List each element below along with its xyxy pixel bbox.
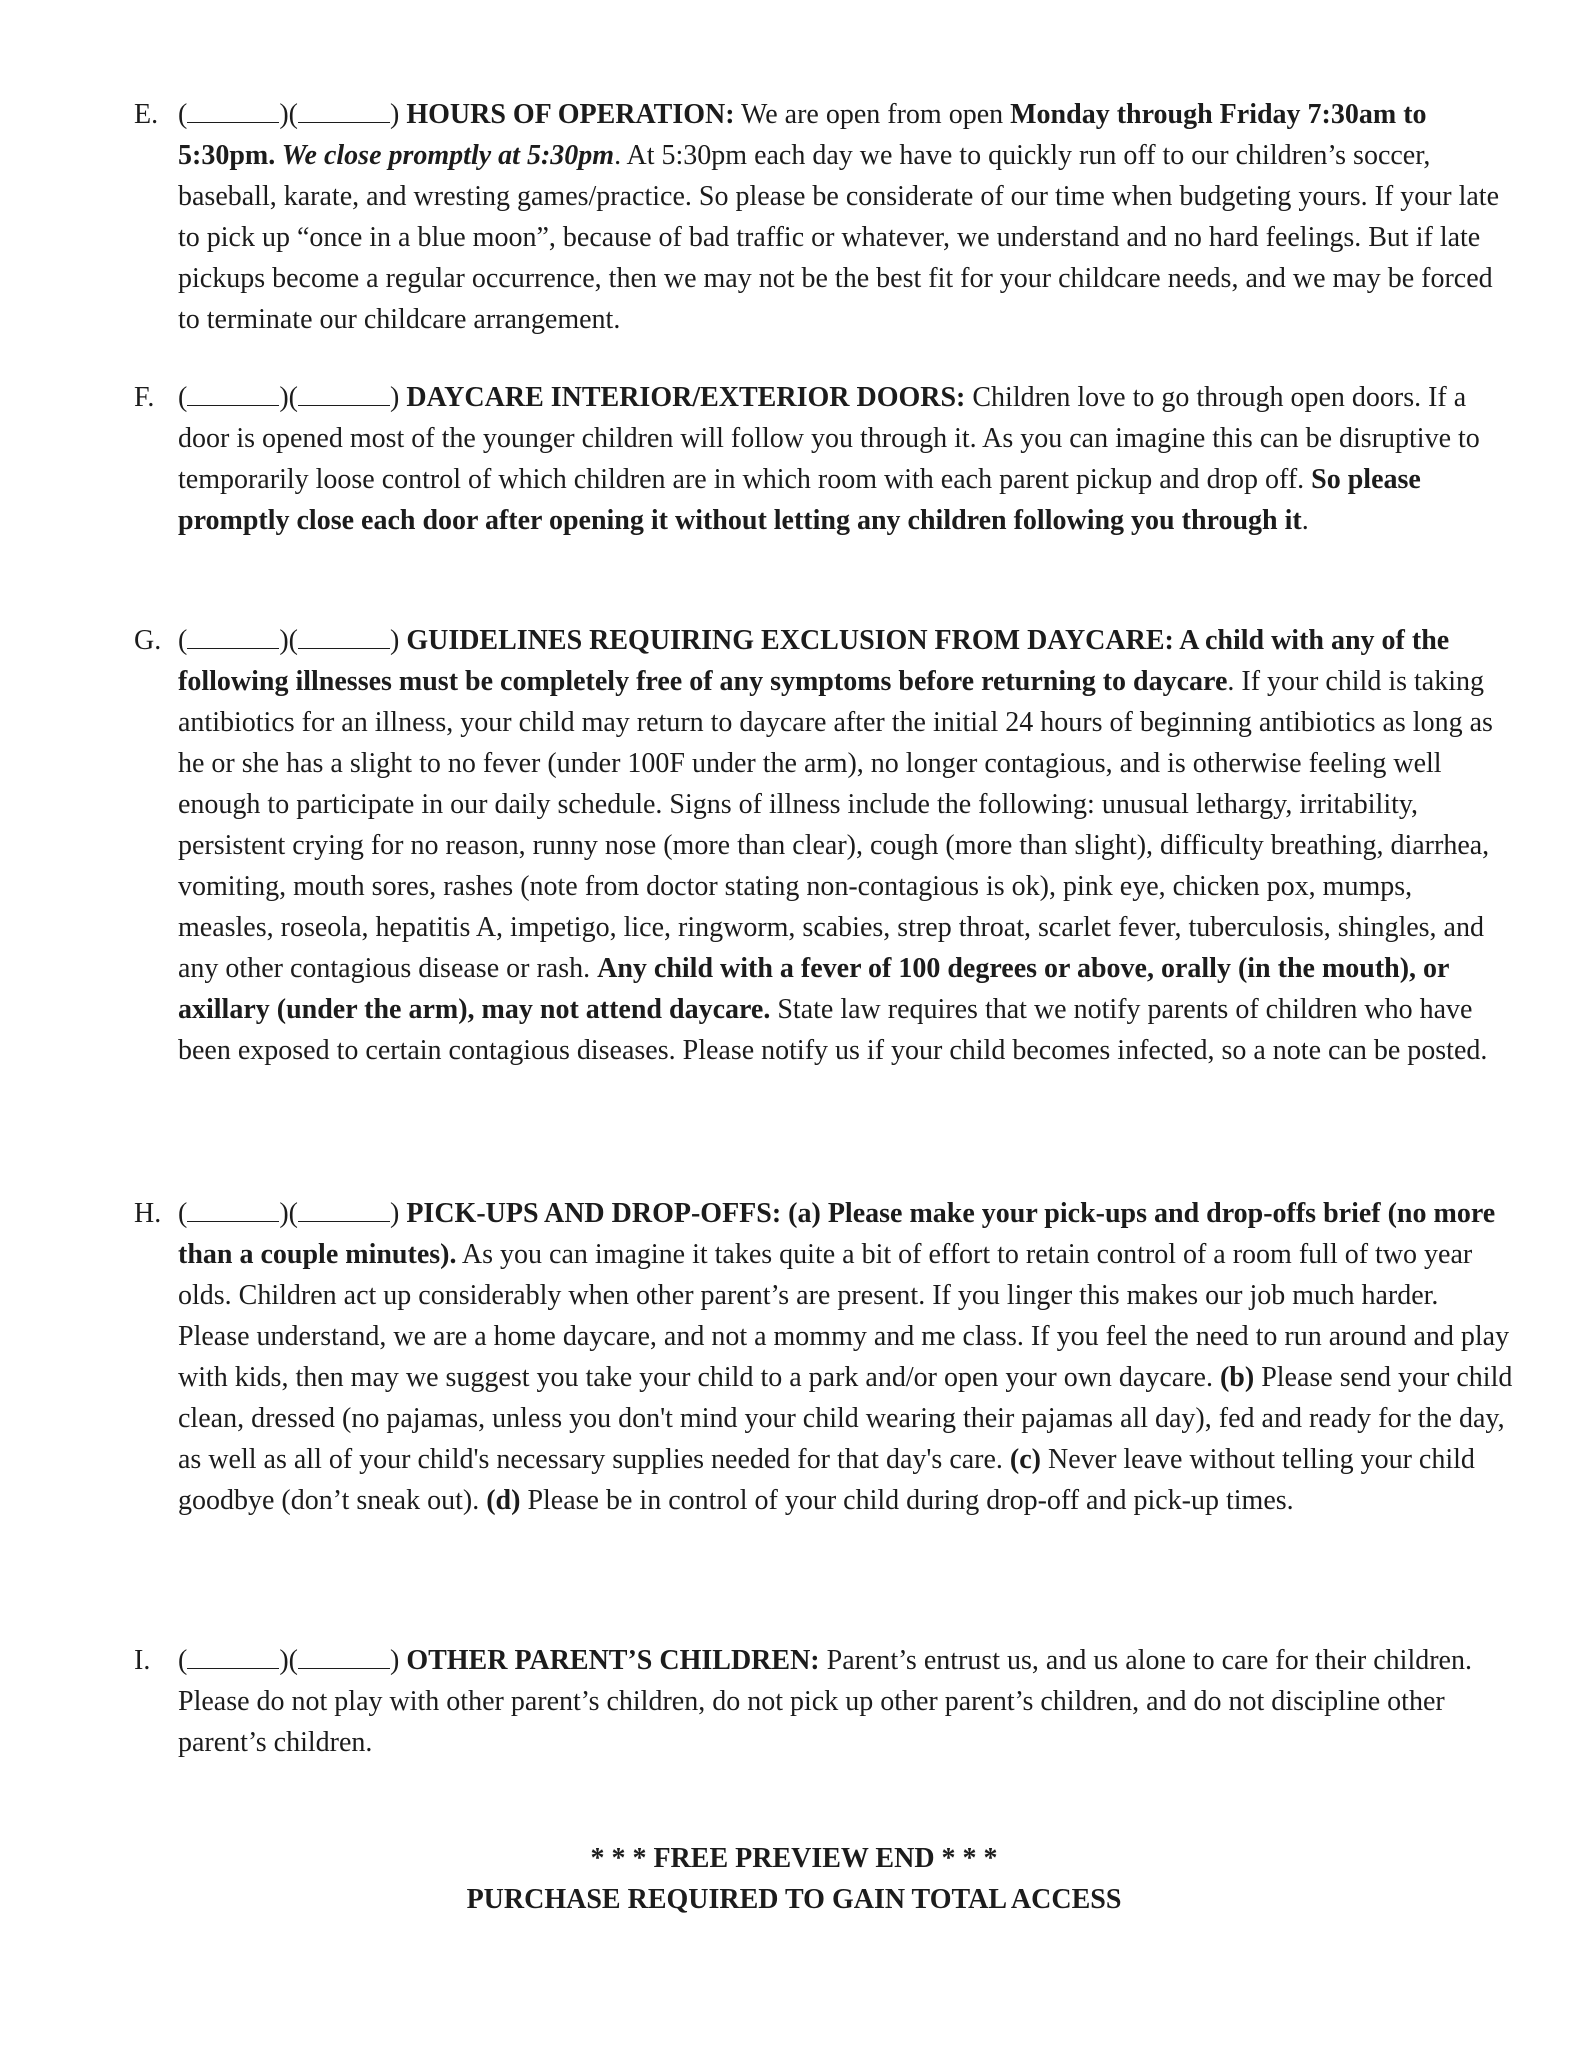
initials-blank-2 [298, 100, 390, 123]
preview-end-notice: * * * FREE PREVIEW END * * * [590, 1843, 998, 1874]
section-f-daycare-doors [134, 377, 1514, 541]
initials-blank-1 [187, 1199, 279, 1222]
initials-blank-1 [187, 100, 279, 123]
section-letter: H. [134, 1198, 162, 1229]
section-text: State law requires that we notify parents of children who have been exposed to certain contagious diseases. Please notify us if your child becomes infected, so a note can be posted. [178, 994, 1488, 1066]
section-e-hours-of-operation [134, 94, 1514, 340]
section-text: Please send your child clean, dressed (no pajamas, unless you don't mind your child wearing their pajamas all day), fed and ready for the day, as well as all of your child's necessary supplies needed for that day's care. [178, 1362, 1513, 1475]
section-text: . At 5:30pm each day we have to quickly run off to our children’s soccer, baseball, karate, and wresting games/practice. So please be considerate of our time when budgeting yours. If your late to pick up “once in a blue moon”, because of bad traffic or whatever, we understand and no hard feelings. But if late pickups become a regular occurrence, then we may not be the best fit for your childcare needs, and we may be forced to terminate our childcare arrangement. [178, 140, 1499, 335]
section-text: We are open from open [734, 99, 1011, 130]
initials-blank-2 [298, 383, 390, 406]
section-bold-text: Any child with a fever of 100 degrees or above, orally (in the mouth), or axillary (under the arm), may not attend daycare. [178, 953, 1449, 1025]
section-title: HOURS OF OPERATION: [406, 99, 735, 130]
section-text: Children love to go through open doors. If a door is opened most of the younger children will follow you through it. As you can imagine this can be disruptive to temporarily loose control of which children are in which room with each parent pickup and drop off. [178, 382, 1480, 495]
section-letter: I. [134, 1645, 151, 1676]
section-bold-italic-text: We close promptly at 5:30pm [275, 140, 615, 171]
section-text: . [1301, 505, 1309, 536]
paren-mid: )( [279, 99, 298, 130]
section-text: Never leave without telling your child goodbye (don’t sneak out). [178, 1444, 1475, 1516]
section-text: Please be in control of your child during drop-off and pick-up times. [520, 1485, 1294, 1516]
section-text: Parent’s entrust us, and us alone to care for their children. Please do not play with other parent’s children, do not pick up other parent’s children, and do not discipline other parent’s children. [178, 1645, 1472, 1758]
section-title: GUIDELINES REQUIRING EXCLUSION FROM DAYCARE: A child with any of the following illnesses must be completely free of any symptoms before returning to daycare [178, 625, 1450, 697]
initials-blank-2 [298, 1199, 390, 1222]
paren-mid: )( [279, 625, 298, 656]
section-bold-text: (b) [1219, 1362, 1255, 1393]
initials-blank-1 [187, 1646, 279, 1669]
section-body [178, 1640, 1514, 1763]
section-title: PICK-UPS AND DROP-OFFS: (a) Please make your pick-ups and drop-offs brief (no more than a couple minutes). [178, 1198, 1496, 1270]
section-body [178, 1193, 1514, 1521]
section-body [178, 377, 1514, 541]
section-title: OTHER PARENT’S CHILDREN: [406, 1645, 820, 1676]
section-h-pickups-dropoffs [134, 1193, 1514, 1521]
paren-close: ) [389, 99, 400, 130]
paren-open: ( [178, 625, 188, 656]
paren-close: ) [389, 1645, 400, 1676]
purchase-required-notice: PURCHASE REQUIRED TO GAIN TOTAL ACCESS [466, 1884, 1122, 1915]
section-text: As you can imagine it takes quite a bit of effort to retain control of a room full of two year olds. Children act up considerably when other parent’s are present. If you linger this makes our job much harder. Please understand, we are a home daycare, and not a mommy and me class. If you feel the need to run around and play with kids, then may we suggest you take your child to a park and/or open your own daycare. [178, 1239, 1510, 1393]
initials-blank-1 [187, 383, 279, 406]
section-bold-text: So please promptly close each door after opening it without letting any children following you through it [178, 464, 1421, 536]
section-text: . If your child is taking antibiotics for an illness, your child may return to daycare after the initial 24 hours of beginning antibiotics as long as he or she has a slight to no fever (under 100F under the arm), no longer contagious, and is otherwise feeling well enough to participate in our daily schedule. Signs of illness include the following: unusual lethargy, irritability, persistent crying for no reason, runny nose (more than clear), cough (more than slight), difficulty breathing, diarrhea, vomiting, mouth sores, rashes (note from doctor stating non-contagious is ok), pink eye, chicken pox, mumps, measles, roseola, hepatitis A, impetigo, lice, ringworm, scabies, strep throat, scarlet fever, tuberculosis, shingles, and any other contagious disease or rash. [178, 666, 1493, 984]
section-letter: G. [134, 625, 162, 656]
section-body [178, 620, 1514, 1071]
paren-open: ( [178, 382, 188, 413]
paren-open: ( [178, 1645, 188, 1676]
paren-close: ) [389, 625, 400, 656]
section-body [178, 94, 1514, 340]
section-i-other-parents-children [134, 1640, 1514, 1763]
section-bold-text: (c) [1009, 1444, 1041, 1475]
initials-blank-2 [298, 1646, 390, 1669]
paren-open: ( [178, 1198, 188, 1229]
paren-close: ) [389, 1198, 400, 1229]
section-letter: E. [134, 99, 159, 130]
paren-close: ) [389, 382, 400, 413]
paren-mid: )( [279, 1198, 298, 1229]
paren-open: ( [178, 99, 188, 130]
paren-mid: )( [279, 1645, 298, 1676]
section-title: DAYCARE INTERIOR/EXTERIOR DOORS: [406, 382, 966, 413]
paren-mid: )( [279, 382, 298, 413]
section-bold-text: (d) [486, 1485, 521, 1516]
initials-blank-1 [187, 626, 279, 649]
section-letter: F. [134, 382, 155, 413]
section-bold-text: Monday through Friday 7:30am to 5:30pm. [178, 99, 1427, 171]
section-g-exclusion-guidelines [134, 620, 1514, 1071]
initials-blank-2 [298, 626, 390, 649]
